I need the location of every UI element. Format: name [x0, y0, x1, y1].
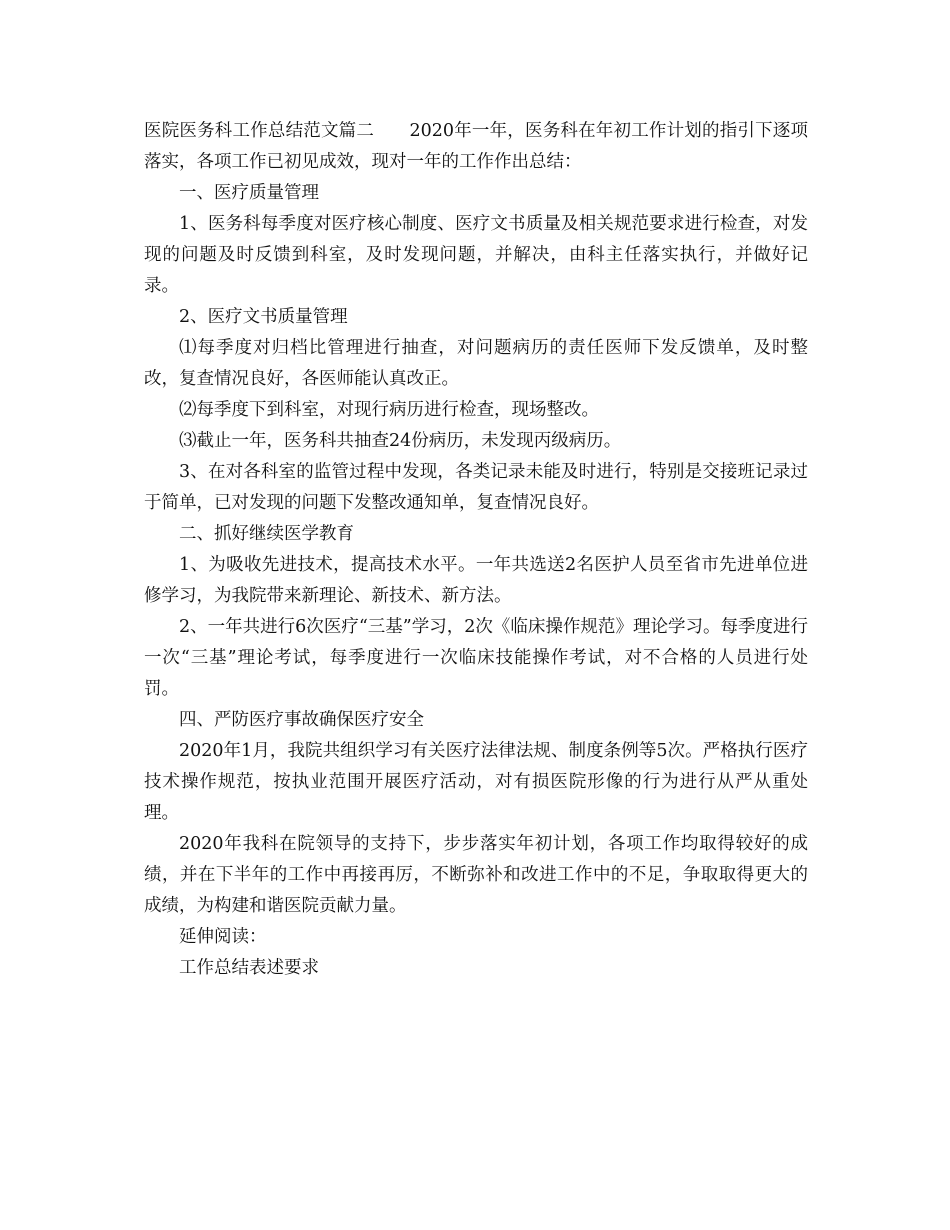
paragraph-advanced-training: 1、为吸收先进技术，提高技术水平。一年共选送2名医护人员至省市先进单位进修学习，为我院带来新理论、新技术、新方法。	[144, 555, 808, 606]
extended-reading-label: 延伸阅读：	[179, 927, 267, 947]
paragraph-supervision: 3、在对各科室的监管过程中发现，各类记录未能及时进行，特别是交接班记录过于简单，已对发现的问题下发整改通知单，复查情况良好。	[144, 462, 808, 513]
list-item-archive-check: ⑴每季度对归档比管理进行抽查，对问题病历的责任医师下发反馈单，及时整改，复查情况良好，各医师能认真改正。	[144, 338, 808, 389]
section-heading-quality: 一、医疗质量管理	[179, 183, 319, 203]
list-item-department-check: ⑵每季度下到科室，对现行病历进行检查，现场整改。	[179, 400, 599, 420]
document-body	[144, 116, 808, 984]
paragraph-legal-study: 2020年1月，我院共组织学习有关医疗法律法规、制度条例等5次。严格执行医疗技术操作规范，按执业范围开展医疗活动，对有损医院形像的行为进行从严从重处理。	[144, 741, 808, 823]
extended-reading-title: 工作总结表述要求	[179, 958, 319, 978]
section-heading-education: 二、抓好继续医学教育	[179, 524, 354, 544]
intro-paragraph: 医院医务科工作总结范文篇二 2020年一年，医务科在年初工作计划的指引下逐项落实，各项工作已初见成效，现对一年的工作作出总结：	[144, 121, 808, 172]
paragraph-basic-training: 2、一年共进行6次医疗“三基”学习，2次《临床操作规范》理论学习。每季度进行一次“三基”理论考试，每季度进行一次临床技能操作考试，对不合格的人员进行处罚。	[144, 617, 808, 699]
list-item-sampled-records: ⑶截止一年，医务科共抽查24份病历，未发现丙级病历。	[179, 431, 622, 451]
paragraph-quarterly-check: 1、医务科每季度对医疗核心制度、医疗文书质量及相关规范要求进行检查，对发现的问题及时反馈到科室，及时发现问题，并解决，由科主任落实执行，并做好记录。	[144, 214, 808, 296]
section-heading-safety: 四、严防医疗事故确保医疗安全	[179, 710, 424, 730]
paragraph-conclusion: 2020年我科在院领导的支持下，步步落实年初计划，各项工作均取得较好的成绩，并在下半年的工作中再接再厉，不断弥补和改进工作中的不足，争取取得更大的成绩，为构建和谐医院贡献力量。	[144, 834, 808, 916]
subheading-records-quality: 2、医疗文书质量管理	[179, 307, 348, 327]
